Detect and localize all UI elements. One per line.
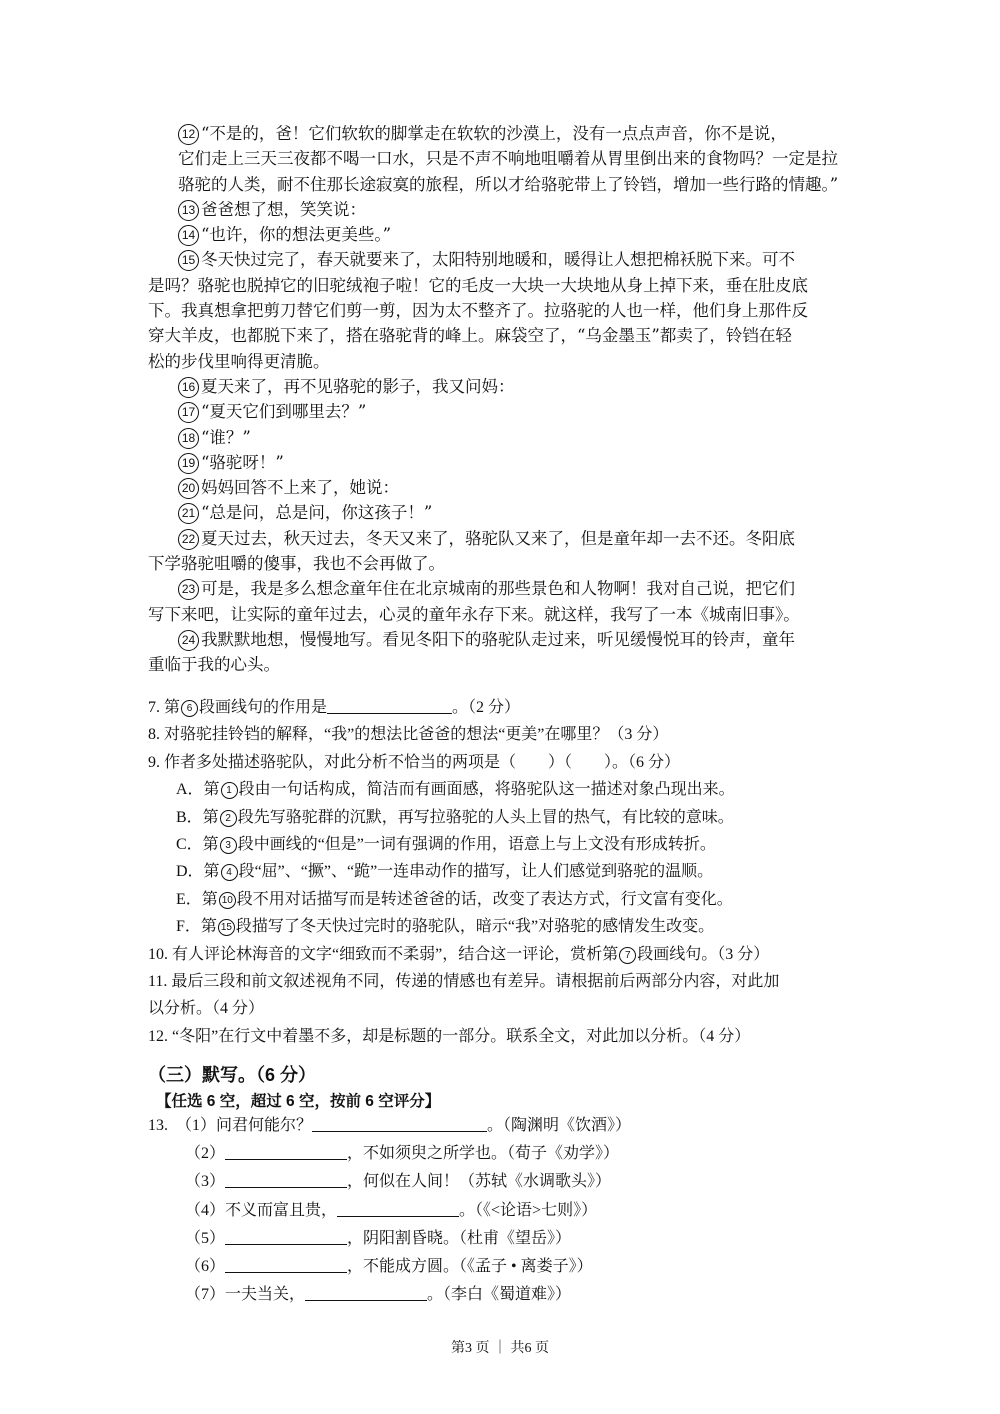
paragraph-line: 松的步伐里响得更清脆。 [148, 351, 330, 371]
option-b: B．第 2 段先写骆驼群的沉默，再写拉骆驼的人头上冒的热气，有比较的意味。 [176, 808, 734, 826]
paragraph-number: 16 [178, 377, 199, 398]
paragraph-line: 重临于我的心头。 [148, 655, 280, 675]
paragraph-line: 它们走上三天三夜都不喝一口水，只是不声不响地咀嚼着从胃里倒出来的食物吗？一定是拉 [178, 149, 838, 169]
question-11-cont: 以分析。（4 分） [148, 1000, 265, 1018]
option-c: C．第 3 段中画线的“但是”一词有强调的作用，语意上与上文没有形成转折。 [176, 836, 716, 854]
dictation-item-3: （3） ，何似在人间！（苏轼《水调歌头》） [185, 1173, 612, 1191]
paragraph-14: 14 “也许，你的想法更美些。” [178, 222, 860, 247]
paragraph-17: 17 “夏天它们到哪里去？” [178, 399, 860, 424]
answer-blank[interactable] [225, 1143, 347, 1160]
reading-passage [148, 121, 860, 678]
question-list [148, 694, 868, 1050]
paragraph-line: 是吗？骆驼也脱掉它的旧驼绒袍子啦！它的毛皮一大块一大块地从身上掉下来，垂在肚皮底 [148, 275, 808, 295]
paragraph-15: 15 冬天快过完了，春天就要来了，太阳特别地暖和，暖得让人想把棉袄脱下来。可不 [178, 247, 860, 272]
answer-blank[interactable] [327, 697, 452, 714]
paragraph-number: 12 [178, 124, 199, 145]
paragraph-ref: 4 [221, 864, 238, 881]
question-10: 10. 有人评论林海音的文字“细致而不柔弱”，结合这一评论，赏析第 7 段画线句。（3 分） [148, 945, 770, 963]
paragraph-number: 18 [178, 428, 199, 449]
section-title: （三）默写。（6 分） [148, 1065, 317, 1085]
paragraph-24: 24 我默默地想，慢慢地写。看见冬阳下的骆驼队走过来，听见缓慢悦耳的铃声，童年 [178, 627, 860, 652]
question-8: 8. 对骆驼挂铃铛的解释，“我”的想法比爸爸的想法“更美”在哪里？（3 分） [148, 726, 669, 744]
dictation-item-6: （6） ，不能成方圆。（《孟子 • 离娄子》） [185, 1258, 593, 1276]
option-d: D．第 4 段“屈”、“撅”、“跪”一连串动作的描写，让人们感觉到骆驼的温顺。 [176, 863, 714, 881]
answer-blank[interactable] [225, 1228, 347, 1245]
option-a: A．第 1 段由一句话构成，简洁而有画面感，将骆驼队这一描述对象凸现出来。 [176, 781, 735, 799]
paragraph-number: 24 [178, 630, 199, 651]
answer-blank[interactable] [225, 1256, 347, 1273]
answer-blank[interactable] [225, 1171, 347, 1188]
paragraph-ref: 15 [218, 919, 235, 936]
paragraph-number: 19 [178, 453, 199, 474]
paragraph-ref: 3 [220, 837, 237, 854]
question-11: 11. 最后三段和前文叙述视角不同，传递的情感也有差异。请根据前后两部分内容，对此加 [148, 973, 780, 991]
paragraph-line: 下。我真想拿把剪刀替它们剪一剪，因为太不整齐了。拉骆驼的人也一样，他们身上那件反 [148, 301, 808, 321]
paragraph-16: 16 夏天来了，再不见骆驼的影子，我又问妈： [178, 374, 860, 399]
question-9: 9. 作者多处描述骆驼队，对此分析不恰当的两项是（ ）（ ）。（6 分） [148, 753, 681, 771]
paragraph-21: 21 “总是问，总是问，你这孩子！” [178, 500, 860, 525]
paragraph-20: 20 妈妈回答不上来了，她说： [178, 475, 860, 500]
section-note: 【任选 6 空，超过 6 空，按前 6 空评分】 [156, 1093, 441, 1110]
paragraph-line: 穿大羊皮，也都脱下来了，搭在骆驼背的峰上。麻袋空了，“乌金墨玉”都卖了，铃铛在轻 [148, 326, 792, 346]
paragraph-number: 14 [178, 225, 199, 246]
option-e: E．第 10 段不用对话描写而是转述爸爸的话，改变了表达方式，行文富有变化。 [176, 890, 733, 908]
paragraph-number: 23 [178, 579, 199, 600]
paragraph-ref: 7 [619, 947, 636, 964]
paragraph-line: 下学骆驼咀嚼的傻事，我也不会再做了。 [148, 554, 445, 574]
paragraph-number: 22 [178, 529, 199, 550]
paragraph-number: 15 [178, 250, 199, 271]
paragraph-number: 17 [178, 402, 199, 423]
option-f: F．第 15 段描写了冬天快过完时的骆驼队，暗示“我”对骆驼的感情发生改变。 [176, 918, 715, 936]
paragraph-number: 13 [178, 200, 199, 221]
dictation-list [148, 1112, 868, 1309]
paragraph-23: 23 可是，我是多么想念童年住在北京城南的那些景色和人物啊！我对自己说，把它们 [178, 576, 860, 601]
paragraph-ref: 1 [221, 782, 238, 799]
paragraph-number: 21 [178, 503, 199, 524]
answer-blank[interactable] [337, 1200, 459, 1217]
paragraph-18: 18 “谁？” [178, 425, 860, 450]
paragraph-line: 写下来吧，让实际的童年过去，心灵的童年永存下来。就这样，我写了一本《城南旧事》。 [148, 604, 800, 624]
question-12: 12. “冬阳”在行文中着墨不多，却是标题的一部分。联系全文，对此加以分析。（4 分） [148, 1027, 751, 1045]
dictation-item-1: 13. （1）问君何能尔？ 。（陶渊明《饮酒》） [148, 1117, 632, 1134]
answer-blank[interactable] [305, 1284, 427, 1301]
dictation-item-4: （4）不义而富且贵， 。（《<论语>七则》） [185, 1201, 598, 1219]
paragraph-line: 骆驼的人类，耐不住那长途寂寞的旅程，所以才给骆驼带上了铃铛，增加一些行路的情趣。” [178, 174, 839, 194]
answer-blank[interactable] [312, 1115, 487, 1132]
dictation-item-5: （5） ，阴阳割昏晓。（杜甫《望岳》） [185, 1229, 572, 1247]
paragraph-12: 12 “不是的，爸！它们软软的脚掌走在软软的沙漠上，没有一点点声音，你不是说， [178, 121, 860, 146]
question-7: 7. 第 6 段画线句的作用是 。（2 分） [148, 699, 521, 716]
paragraph-19: 19 “骆驼呀！” [178, 450, 860, 475]
dictation-item-7: （7）一夫当关， 。（李白《蜀道难》） [185, 1286, 572, 1304]
page-footer: 第3 页 ｜ 共6 页 [451, 1341, 549, 1356]
paragraph-ref: 6 [181, 700, 198, 717]
paragraph-ref: 10 [219, 892, 236, 909]
paragraph-22: 22 夏天过去，秋天过去，冬天又来了，骆驼队又来了，但是童年却一去不还。冬阳底 [178, 526, 860, 551]
paragraph-number: 20 [178, 478, 199, 499]
dictation-item-2: （2） ，不如须臾之所学也。（荀子《劝学》） [185, 1145, 620, 1163]
paragraph-ref: 2 [220, 810, 237, 827]
paragraph-13: 13 爸爸想了想，笑笑说： [178, 197, 860, 222]
